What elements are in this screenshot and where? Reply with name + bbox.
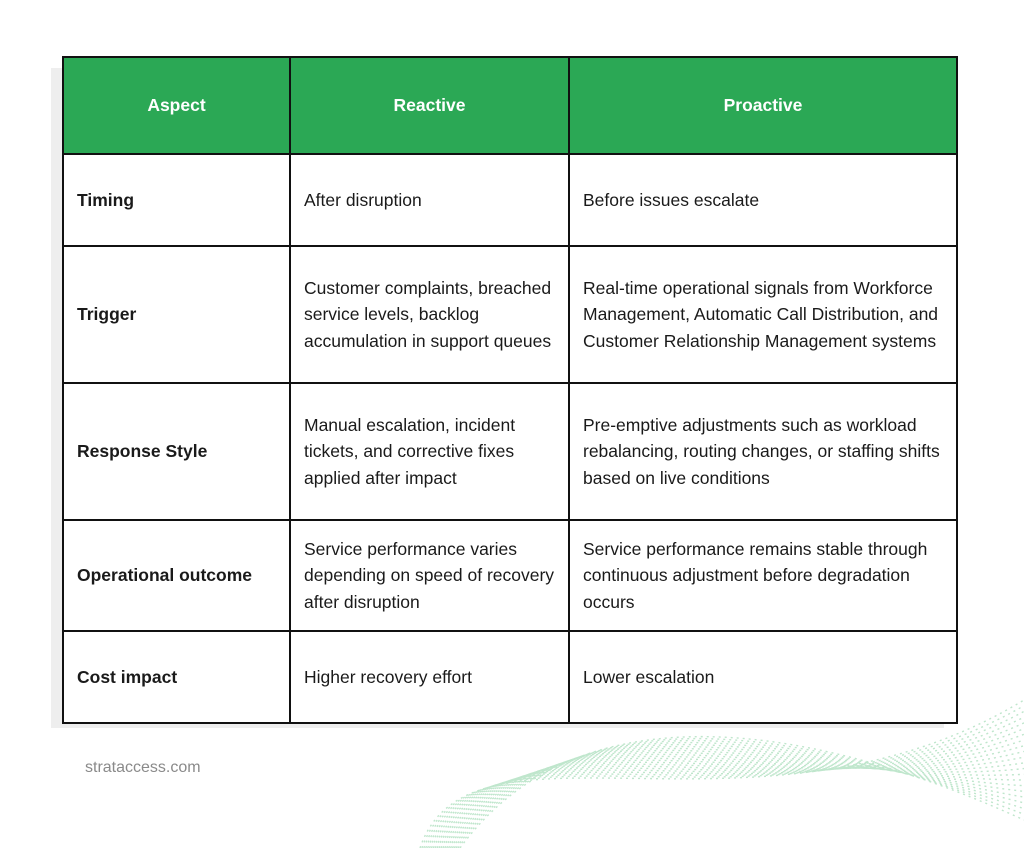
row-reactive-cell: Higher recovery effort — [290, 631, 569, 723]
table-row — [63, 520, 957, 631]
row-proactive-cell: Lower escalation — [569, 631, 957, 723]
wave-line — [437, 751, 1024, 848]
wave-line — [450, 747, 1024, 848]
header-proactive: Proactive — [569, 57, 957, 154]
footer-site-link[interactable]: strataccess.com — [85, 759, 201, 776]
wave-line — [431, 734, 1024, 848]
wave-line — [458, 739, 1024, 848]
wave-line — [433, 740, 1024, 848]
comparison-table — [62, 56, 958, 724]
row-proactive-cell: Real-time operational signals from Workforce Management, Automatic Call Distribution, and Customer Relationship Management systems — [569, 246, 957, 383]
row-aspect-cell: Timing — [63, 154, 290, 246]
wave-line — [460, 737, 1024, 848]
table-row — [63, 154, 957, 246]
table-row — [63, 246, 957, 383]
row-aspect-cell: Response Style — [63, 383, 290, 520]
wave-line — [435, 746, 1024, 848]
header-reactive: Reactive — [290, 57, 569, 154]
wave-line — [454, 743, 1024, 848]
table-row — [63, 383, 957, 520]
table-row — [63, 631, 957, 723]
row-proactive-cell: Pre-emptive adjustments such as workload rebalancing, routing changes, or staffing shifts based on live conditions — [569, 383, 957, 520]
wave-line — [456, 741, 1024, 848]
row-proactive-cell: Service performance remains stable through continuous adjustment before degradation occurs — [569, 520, 957, 631]
row-reactive-cell: Customer complaints, breached service levels, backlog accumulation in support queues — [290, 246, 569, 383]
row-reactive-cell: After disruption — [290, 154, 569, 246]
row-reactive-cell: Service performance varies depending on speed of recovery after disruption — [290, 520, 569, 631]
wave-line — [441, 756, 1024, 848]
row-aspect-cell: Operational outcome — [63, 520, 290, 631]
table-header-row — [63, 57, 957, 154]
row-aspect-cell: Cost impact — [63, 631, 290, 723]
row-reactive-cell: Manual escalation, incident tickets, and corrective fixes applied after impact — [290, 383, 569, 520]
row-aspect-cell: Trigger — [63, 246, 290, 383]
row-proactive-cell: Before issues escalate — [569, 154, 957, 246]
header-aspect: Aspect — [63, 57, 290, 154]
wave-line — [449, 748, 1024, 848]
